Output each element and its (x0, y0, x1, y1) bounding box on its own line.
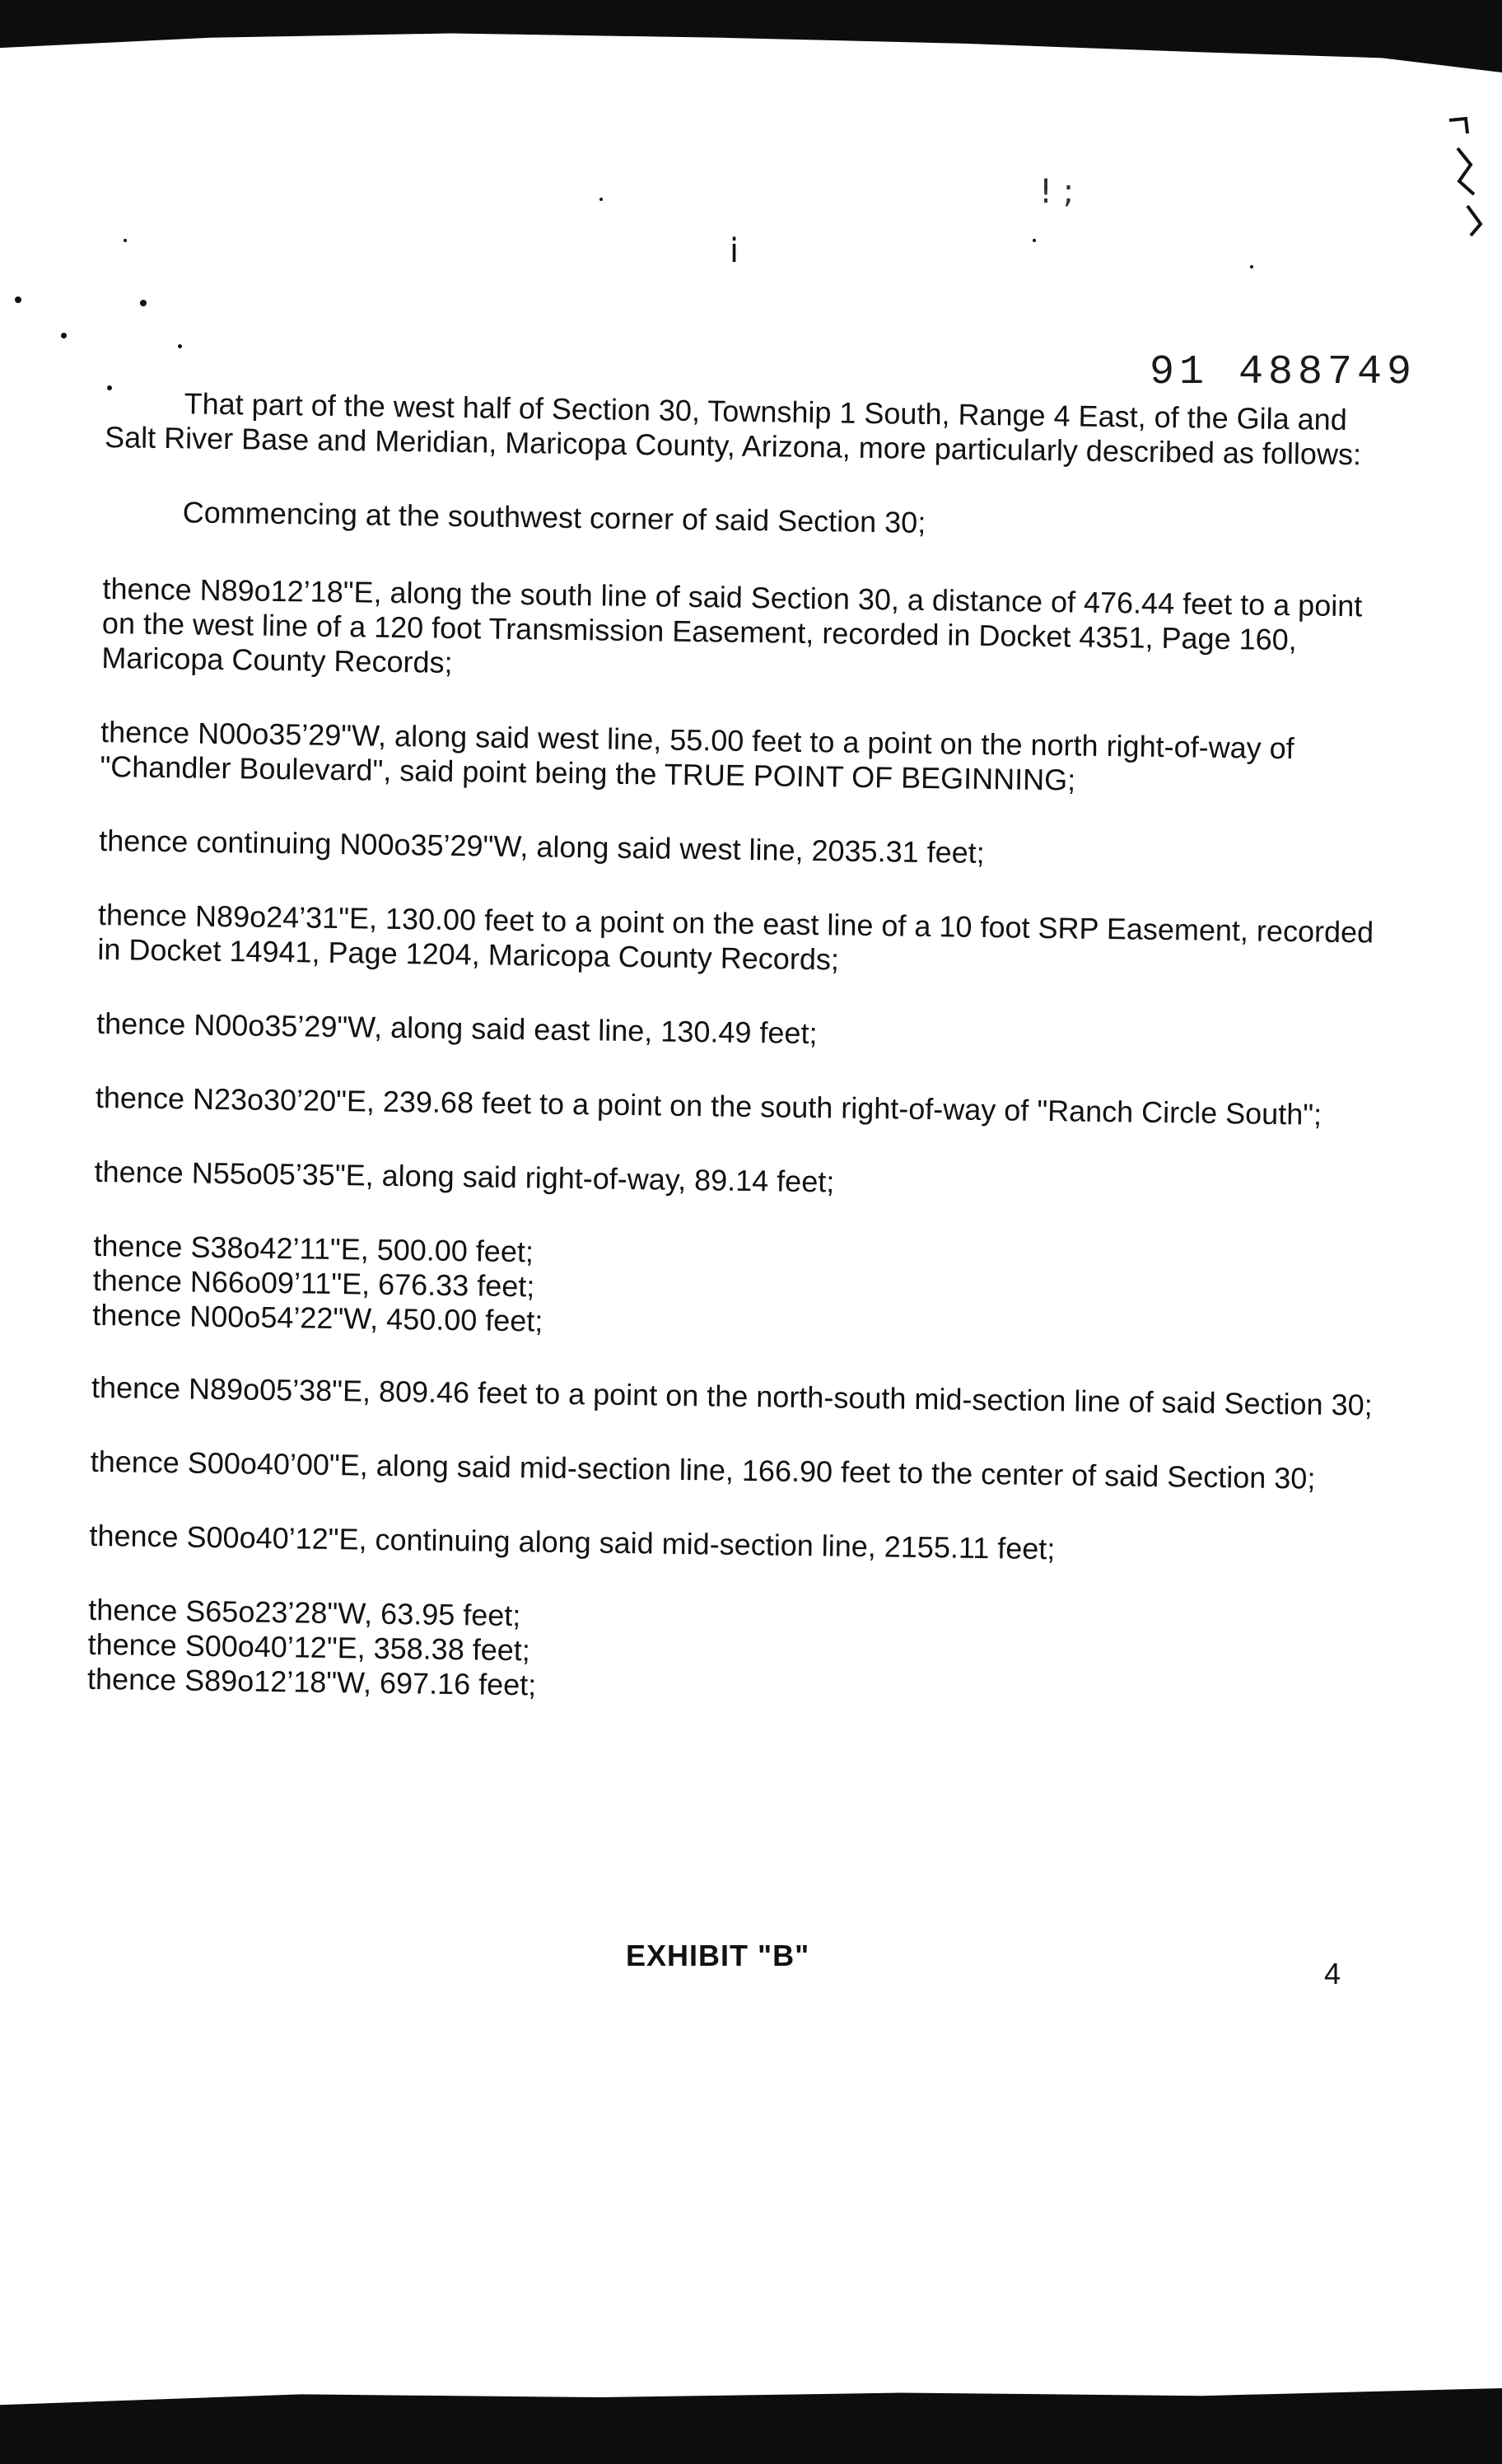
call-paragraph (92, 1229, 1378, 1351)
call-paragraph (87, 1593, 1374, 1715)
call-paragraph: thence N00o35’29"W, along said east line, 130.49 feet; (96, 1006, 818, 1051)
scan-speck (599, 198, 603, 201)
scan-speck (124, 239, 127, 242)
call-paragraph: thence N89o24’31"E, 130.00 feet to a point on the east line of a 10 foot SRP Easement, recorded in Docket 14941, Page 1204, Maricopa County Records; (97, 897, 1374, 977)
call-paragraph: thence N89o05’38"E, 809.46 feet to a point on the north-south mid-section line of said Section 30; (91, 1370, 1373, 1422)
scan-speck (15, 296, 21, 303)
scan-bottom-border (0, 2388, 1502, 2464)
commencing-paragraph: Commencing at the southwest corner of said Section 30; (182, 495, 926, 539)
call-line: thence S89o12’18"W, 697.16 feet; (86, 1661, 537, 1702)
intro-paragraph: That part of the west half of Section 30, Township 1 South, Range 4 East, of the Gila and Salt River Base and Meridian, Maricopa County, Arizona, more particularly described as follows: (104, 386, 1362, 472)
call-paragraph: thence continuing N00o35’29"W, along said west line, 2035.31 feet; (98, 823, 985, 870)
call-line: thence S65o23’28"W, 63.95 feet; (87, 1592, 521, 1633)
margin-scribble (1443, 115, 1492, 239)
page-number: 4 (1324, 1957, 1341, 1990)
call-paragraph: thence N00o35’29"W, along said west line, 55.00 feet to a point on the north right-of-way of "Chandler Boulevard", said point being the TRUE POINT OF BEGINNING; (100, 714, 1294, 797)
scan-top-border (0, 0, 1502, 72)
call-paragraph: thence N55o05’35"E, along said right-of-way, 89.14 feet; (94, 1154, 835, 1199)
call-line: thence S00o40’12"E, 358.38 feet; (87, 1626, 531, 1668)
call-paragraph: thence N89o12’18"E, along the south line of said Section 30, a distance of 476.44 feet to a point on the west line of a 120 foot Transmission Easement, recorded in Docket 4351, Page 160, Maricopa County Records; (101, 571, 1363, 679)
call-paragraph: thence S00o40’00"E, along said mid-section line, 166.90 feet to the center of said Section 30; (90, 1444, 1316, 1496)
handwritten-mark: i (730, 232, 739, 270)
scan-speck (1250, 265, 1253, 268)
document-number: 91 488749 (1150, 349, 1417, 396)
call-line: thence N00o54’22"W, 450.00 feet; (91, 1297, 543, 1338)
call-line: thence N66o09’11"E, 676.33 feet; (92, 1262, 535, 1304)
handwritten-mark: ! ; (1039, 173, 1075, 211)
call-paragraph: thence N23o30’20"E, 239.68 feet to a point on the south right-of-way of "Ranch Circle South"; (95, 1080, 1322, 1132)
legal-description (86, 385, 1390, 1752)
call-list (87, 572, 1388, 1715)
call-line: thence S38o42’11"E, 500.00 feet; (93, 1228, 534, 1269)
scan-speck (61, 333, 67, 338)
scan-speck (1033, 239, 1036, 242)
exhibit-label: EXHIBIT "B" (626, 1939, 810, 1972)
scan-speck (178, 344, 182, 348)
scan-speck (140, 300, 147, 306)
call-paragraph: thence S00o40’12"E, continuing along said mid-section line, 2155.11 feet; (89, 1518, 1056, 1566)
